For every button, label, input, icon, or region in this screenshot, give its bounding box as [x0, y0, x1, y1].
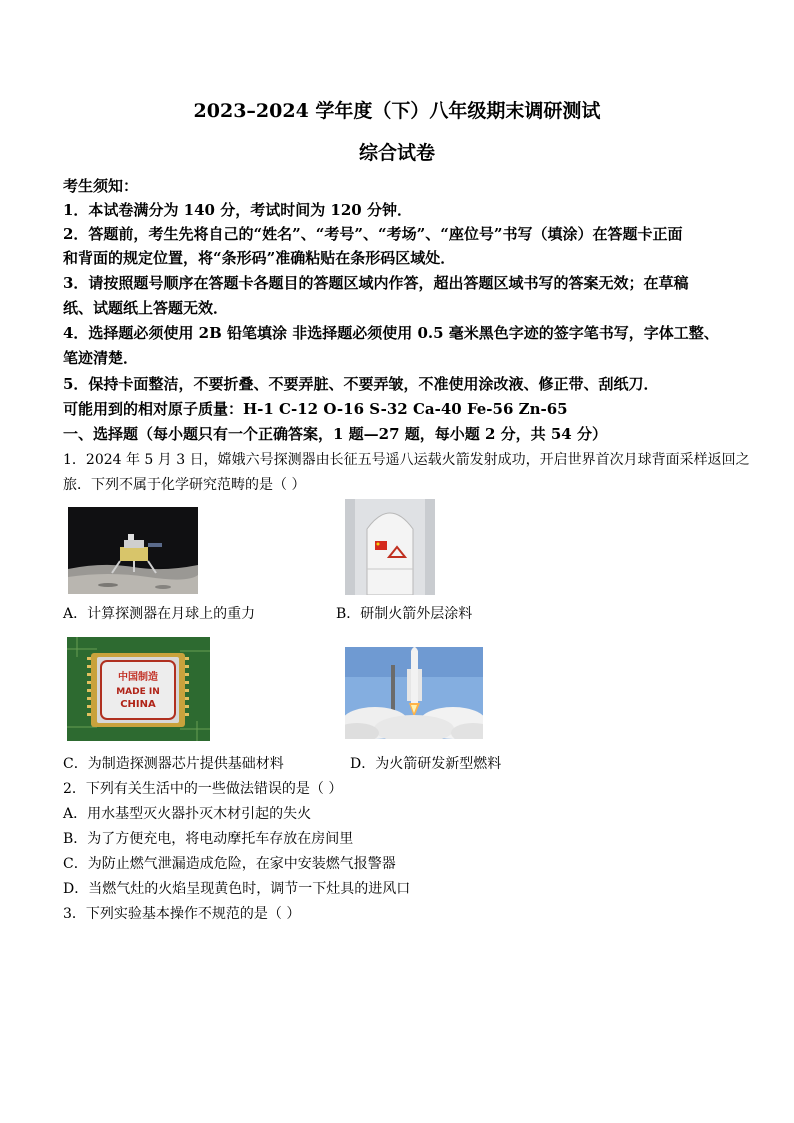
notice-line: 3．请按照题号顺序在答题卡各题目的答题区域内作答，超出答题区域书写的答案无效；在草稿 — [63, 274, 689, 292]
notice-line: 纸、试题纸上答题无效． — [63, 299, 229, 317]
notice-line: 1．本试卷满分为 140 分，考试时间为 120 分钟． — [63, 201, 412, 219]
chip-label: MADE IN — [116, 687, 160, 697]
atomic-masses: 可能用到的相对原子质量：H-1 C-12 O-16 S-32 Ca-40 Fe-56 Zn-65 — [63, 400, 568, 418]
notice-heading: 考生须知： — [63, 177, 139, 195]
rocket-fairing-image — [345, 499, 435, 595]
rocket-launch-image — [345, 647, 483, 739]
chip-label: CHINA — [120, 699, 156, 710]
question-1-stem: 1．2024 年 5 月 3 日，嫦娥六号探测器由长征五号遥八运载火箭发射成功，开启世界首次月球背面采样返回之 — [63, 452, 750, 468]
option-2b: B．为了方便充电，将电动摩托车存放在房间里 — [63, 831, 354, 847]
question-3-stem: 3．下列实验基本操作不规范的是（ ） — [63, 906, 301, 922]
notice-line: 和背面的规定位置，将“条形码”准确粘贴在条形码区域处． — [63, 249, 456, 267]
notice-line: 2．答题前，考生先将自己的“姓名”、“考号”、“考场”、“座位号”书写（填涂）在答题卡正面 — [63, 225, 683, 243]
option-2d: D．当燃气灶的火焰呈现黄色时，调节一下灶具的进风口 — [63, 881, 411, 897]
notice-line: 4．选择题必须使用 2B 铅笔填涂 非选择题必须使用 0.5 毫米黑色字迹的签字笔书写，字体工整、 — [63, 324, 719, 342]
option-1c: C．为制造探测器芯片提供基础材料 — [63, 756, 284, 772]
page-subtitle: 综合试卷 — [358, 142, 435, 164]
option-1d: D．为火箭研发新型燃料 — [350, 756, 502, 772]
lunar-lander-image — [68, 507, 198, 594]
option-1b: B．研制火箭外层涂料 — [336, 606, 473, 622]
page-title: 2023–2024 学年度（下）八年级期末调研测试 — [193, 100, 601, 122]
question-1-stem: 旅．下列不属于化学研究范畴的是（ ） — [63, 477, 306, 493]
section-heading: 一、选择题（每小题只有一个正确答案，1 题—27 题，每小题 2 分，共 54 分） — [63, 425, 607, 443]
chip-label: 中国制造 — [118, 672, 158, 683]
made-in-china-chip-image — [67, 637, 210, 741]
option-2c: C．为防止燃气泄漏造成危险，在家中安装燃气报警器 — [63, 856, 396, 872]
question-2-stem: 2．下列有关生活中的一些做法错误的是（ ） — [63, 781, 343, 797]
notice-line: 笔迹清楚． — [63, 349, 139, 367]
notice-line: 5．保持卡面整洁，不要折叠、不要弄脏、不要弄皱，不准使用涂改液、修正带、刮纸刀． — [63, 375, 659, 393]
option-1a: A．计算探测器在月球上的重力 — [63, 606, 256, 622]
option-2a: A．用水基型灭火器扑灭木材引起的失火 — [63, 806, 312, 822]
